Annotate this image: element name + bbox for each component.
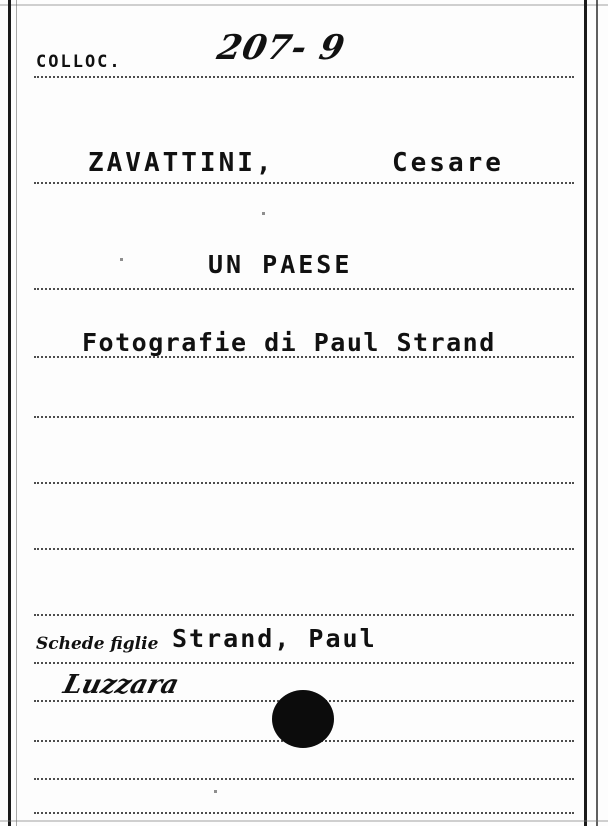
scan-speck <box>214 790 217 793</box>
rule-line-6 <box>34 482 574 484</box>
schede-figlie-label: Schede figlie <box>36 634 159 654</box>
author-surname: ZAVATTINI, <box>88 148 275 178</box>
card-right-outer-edge <box>596 0 598 826</box>
scan-speck <box>120 258 123 261</box>
punch-hole-dot <box>272 690 334 748</box>
rule-line-8 <box>34 614 574 616</box>
card-top-edge <box>0 4 608 6</box>
rule-line-3 <box>34 288 574 290</box>
author-firstname: Cesare <box>392 148 504 178</box>
rule-line-5 <box>34 416 574 418</box>
rule-line-12 <box>34 778 574 780</box>
schede-entry-strand-paul: Strand, Paul <box>172 624 377 653</box>
scan-speck <box>262 212 265 215</box>
document-subtitle: Fotografie di Paul Strand <box>82 328 496 357</box>
card-bottom-edge <box>0 820 608 822</box>
rule-line-7 <box>34 548 574 550</box>
card-left-inner-edge <box>16 0 17 826</box>
rule-line-2 <box>34 182 574 184</box>
schede-entry-luzzara: Luzzara <box>60 670 182 700</box>
document-title: UN PAESE <box>208 250 353 279</box>
colloc-label: COLLOC. <box>36 52 122 72</box>
card-right-edge <box>584 0 587 826</box>
rule-line-13 <box>34 812 574 814</box>
rule-line-9 <box>34 662 574 664</box>
colloc-value-handwritten: 207- 9 <box>213 28 349 68</box>
card-left-edge <box>8 0 11 826</box>
rule-line-1 <box>34 76 574 78</box>
